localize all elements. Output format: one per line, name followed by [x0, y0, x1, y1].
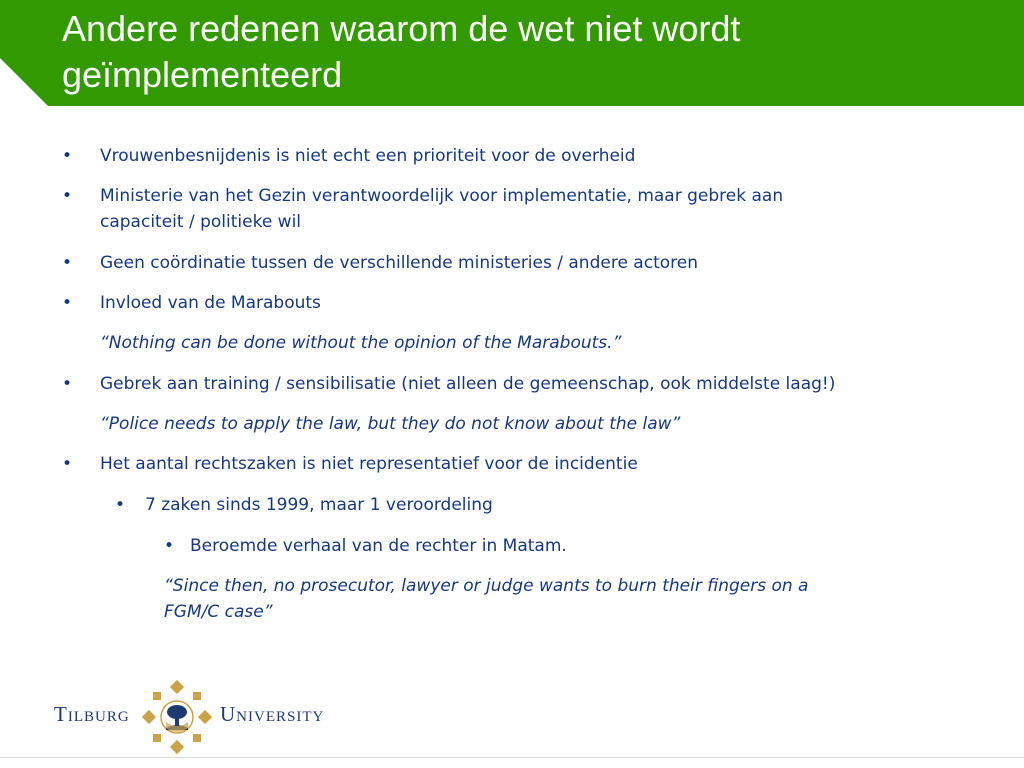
logo-word-right: University: [220, 702, 325, 726]
bullet-item-priority: [62, 143, 636, 169]
quote-marabouts: [100, 330, 621, 356]
bullet-marker: •: [62, 293, 73, 313]
footer-divider: [0, 757, 1024, 758]
sub-bullet-item-cases: [115, 492, 493, 518]
tilburg-university-logo: [54, 678, 344, 758]
bullet-text: 7 zaken sinds 1999, maar 1 veroordeling: [145, 495, 493, 515]
quote-prosecutor: [164, 573, 808, 625]
university-emblem-icon: [142, 678, 212, 756]
bullet-marker: •: [62, 253, 73, 273]
title-line-2: geïmplementeerd: [62, 54, 343, 95]
bullet-text-line-2: capaciteit / politieke wil: [100, 212, 302, 232]
quote-text-line-1: “Since then, no prosecutor, lawyer or judge wants to burn their fingers on a: [164, 576, 809, 596]
bullet-marker: •: [62, 374, 73, 394]
bullet-marker: •: [62, 454, 73, 474]
bullet-text: Beroemde verhaal van de rechter in Matam.: [190, 536, 567, 556]
quote-text: “Police needs to apply the law, but they do not know about the law”: [100, 414, 681, 434]
quote-text-line-2: FGM/C case”: [164, 602, 273, 622]
bullet-text: Vrouwenbesnijdenis is niet echt een prioriteit voor de overheid: [100, 146, 636, 166]
bullet-marker: •: [62, 146, 73, 166]
title-line-1: Andere redenen waarom de wet niet wordt: [62, 8, 741, 49]
logo-word-left: Tilburg: [54, 702, 130, 726]
bullet-item-marabouts: [62, 290, 321, 316]
slide-title: [62, 6, 962, 98]
bullet-text: Invloed van de Marabouts: [100, 293, 321, 313]
bullet-item-coordination: [62, 250, 698, 276]
quote-text: “Nothing can be done without the opinion of the Marabouts.”: [100, 333, 622, 353]
bullet-item-court-cases: [62, 451, 638, 477]
sub-sub-bullet-item-judge: [164, 533, 567, 559]
bullet-text: Gebrek aan training / sensibilisatie (niet alleen de gemeenschap, ook middelste laag!): [100, 374, 836, 394]
bullet-marker: •: [115, 495, 126, 515]
bullet-text: Geen coördinatie tussen de verschillende ministeries / andere actoren: [100, 253, 698, 273]
bullet-item-training: [62, 371, 836, 397]
bullet-marker: •: [62, 186, 73, 206]
bullet-text: Het aantal rechtszaken is niet representatief voor de incidentie: [100, 454, 638, 474]
quote-police: [100, 411, 680, 437]
bullet-item-ministry: [62, 183, 784, 235]
bullet-text-line-1: Ministerie van het Gezin verantwoordelijk voor implementatie, maar gebrek aan: [100, 186, 784, 206]
slide-header: [0, 0, 1024, 106]
bullet-marker: •: [164, 536, 175, 556]
